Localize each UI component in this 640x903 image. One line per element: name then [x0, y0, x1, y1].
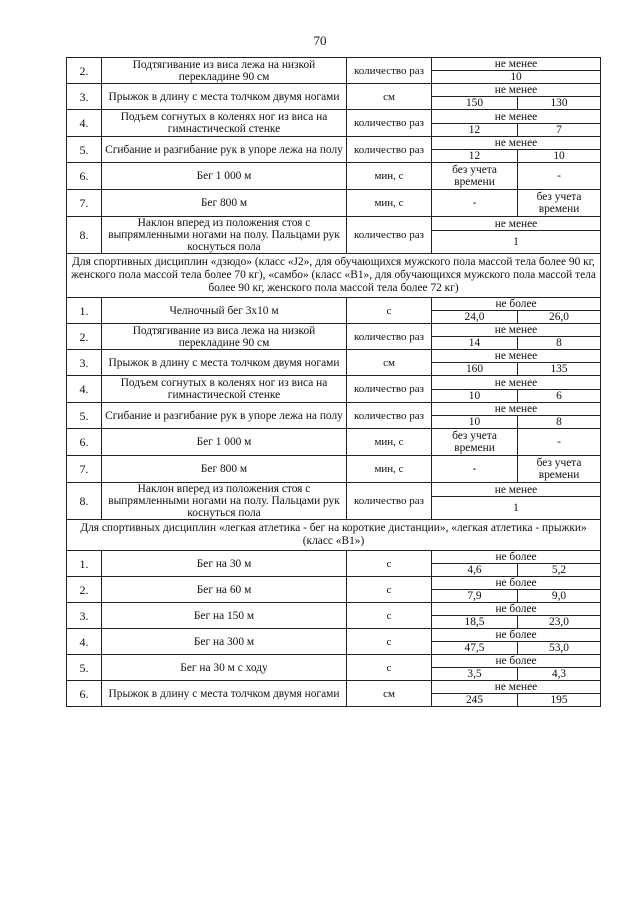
row-number: 7.: [67, 190, 102, 217]
norm-value-girls: 8: [518, 337, 601, 350]
exercise-name: Челночный бег 3x10 м: [102, 298, 347, 324]
exercise-name: Бег 800 м: [102, 190, 347, 217]
norm-value-girls: 135: [518, 363, 601, 376]
norm-value-girls: 53,0: [518, 642, 601, 655]
exercise-name: Сгибание и разгибание рук в упоре лежа на полу: [102, 403, 347, 429]
norm-value-girls: -: [518, 429, 601, 456]
norm-header: не более: [432, 551, 601, 564]
norm-value-girls: 8: [518, 416, 601, 429]
unit: количество раз: [347, 376, 432, 403]
exercise-name: Прыжок в длину с места толчком двумя ногами: [102, 681, 347, 707]
page-number: 70: [313, 33, 327, 48]
table-row: [67, 456, 601, 483]
norm-value-girls: 195: [518, 694, 601, 707]
norm-value-girls: без учета времени: [518, 456, 601, 483]
norm-header: не менее: [432, 483, 601, 497]
norm-value-boys: 47,5: [432, 642, 518, 655]
exercise-name: Наклон вперед из положения стоя с выпрямленными ногами на полу. Пальцами рук коснуться пола: [102, 483, 347, 520]
exercise-name: Прыжок в длину с места толчком двумя ногами: [102, 350, 347, 376]
table-row: [67, 629, 601, 642]
unit: см: [347, 681, 432, 707]
norm-value-girls: 7: [518, 124, 601, 137]
exercise-name: Бег на 60 м: [102, 577, 347, 603]
unit: см: [347, 84, 432, 110]
exercise-name: Сгибание и разгибание рук в упоре лежа на полу: [102, 137, 347, 163]
unit: количество раз: [347, 403, 432, 429]
table-row: [67, 324, 601, 337]
exercise-name: Бег 1 000 м: [102, 163, 347, 190]
table-row: [67, 429, 601, 456]
row-number: 8.: [67, 483, 102, 520]
unit: количество раз: [347, 483, 432, 520]
exercise-name: Прыжок в длину с места толчком двумя ногами: [102, 84, 347, 110]
unit: количество раз: [347, 58, 432, 84]
norms-table: [66, 57, 601, 707]
norm-value: 1: [432, 231, 601, 254]
norm-header: не менее: [432, 110, 601, 124]
unit: с: [347, 577, 432, 603]
norm-header: не более: [432, 298, 601, 311]
norm-value-boys: 160: [432, 363, 518, 376]
table-row: [67, 577, 601, 590]
norm-value-boys: 12: [432, 124, 518, 137]
row-number: 2.: [67, 324, 102, 350]
row-number: 2.: [67, 577, 102, 603]
section-header-row: [67, 520, 601, 551]
row-number: 5.: [67, 655, 102, 681]
norm-value-boys: 18,5: [432, 616, 518, 629]
exercise-name: Бег 1 000 м: [102, 429, 347, 456]
unit: мин, с: [347, 456, 432, 483]
unit: с: [347, 298, 432, 324]
norm-value: 1: [432, 497, 601, 520]
table-row: [67, 376, 601, 390]
table-row: [67, 551, 601, 564]
exercise-name: Подъем согнутых в коленях ног из виса на гимнастической стенке: [102, 110, 347, 137]
norm-header: не менее: [432, 58, 601, 71]
exercise-name: Бег на 30 м: [102, 551, 347, 577]
norm-value-girls: 10: [518, 150, 601, 163]
section-title: Для спортивных дисциплин «дзюдо» (класс «J2», для обучающихся мужского пола массой тела более 90 кг, женского пола массой тела более 70 кг), «самбо» (класс «В1», для обучающихся мужского пола массой тела более 90 кг, женского пола массой тела более 72 кг): [67, 254, 601, 298]
table-row: [67, 84, 601, 97]
unit: количество раз: [347, 110, 432, 137]
row-number: 3.: [67, 603, 102, 629]
norm-value-girls: 130: [518, 97, 601, 110]
exercise-name: Подтягивание из виса лежа на низкой перекладине 90 см: [102, 58, 347, 84]
exercise-name: Бег на 150 м: [102, 603, 347, 629]
table-row: [67, 403, 601, 416]
norm-header: не более: [432, 655, 601, 668]
row-number: 1.: [67, 298, 102, 324]
norm-value-boys: 10: [432, 416, 518, 429]
row-number: 6.: [67, 163, 102, 190]
section-title: Для спортивных дисциплин «легкая атлетика - бег на короткие дистанции», «легкая атлетика - прыжки» (класс «В1»): [67, 520, 601, 551]
norm-value-boys: 150: [432, 97, 518, 110]
norm-header: не более: [432, 577, 601, 590]
norm-header: не менее: [432, 350, 601, 363]
norm-header: не более: [432, 629, 601, 642]
unit: количество раз: [347, 137, 432, 163]
norm-value-boys: 10: [432, 390, 518, 403]
row-number: 3.: [67, 350, 102, 376]
exercise-name: Подъем согнутых в коленях ног из виса на гимнастической стенке: [102, 376, 347, 403]
exercise-name: Бег 800 м: [102, 456, 347, 483]
row-number: 2.: [67, 58, 102, 84]
table-row: [67, 655, 601, 668]
norm-value-girls: без учета времени: [518, 190, 601, 217]
row-number: 6.: [67, 429, 102, 456]
norm-value-boys: 12: [432, 150, 518, 163]
table-row: [67, 483, 601, 497]
unit: мин, с: [347, 163, 432, 190]
norm-value-girls: 9,0: [518, 590, 601, 603]
unit: количество раз: [347, 217, 432, 254]
unit: с: [347, 603, 432, 629]
unit: мин, с: [347, 190, 432, 217]
row-number: 4.: [67, 376, 102, 403]
unit: количество раз: [347, 324, 432, 350]
table-row: [67, 350, 601, 363]
norm-value-boys: без учета времени: [432, 163, 518, 190]
norm-value: 10: [432, 71, 601, 84]
norm-value-boys: 245: [432, 694, 518, 707]
table-row: [67, 298, 601, 311]
norm-value-boys: 24,0: [432, 311, 518, 324]
row-number: 3.: [67, 84, 102, 110]
norm-header: не менее: [432, 324, 601, 337]
norm-header: не более: [432, 603, 601, 616]
exercise-name: Бег на 30 м с ходу: [102, 655, 347, 681]
norm-value-boys: 4,6: [432, 564, 518, 577]
table-row: [67, 58, 601, 71]
unit: мин, с: [347, 429, 432, 456]
norm-value-girls: 5,2: [518, 564, 601, 577]
norm-value-boys: 7,9: [432, 590, 518, 603]
norm-value-boys: 3,5: [432, 668, 518, 681]
table-row: [67, 110, 601, 124]
table-row: [67, 163, 601, 190]
norm-value-boys: -: [432, 190, 518, 217]
unit: с: [347, 629, 432, 655]
exercise-name: Наклон вперед из положения стоя с выпрямленными ногами на полу. Пальцами рук коснуться пола: [102, 217, 347, 254]
norm-header: не менее: [432, 217, 601, 231]
section-header-row: [67, 254, 601, 298]
row-number: 6.: [67, 681, 102, 707]
norm-value-girls: 26,0: [518, 311, 601, 324]
table-row: [67, 190, 601, 217]
norm-value-boys: 14: [432, 337, 518, 350]
exercise-name: Бег на 300 м: [102, 629, 347, 655]
exercise-name: Подтягивание из виса лежа на низкой перекладине 90 см: [102, 324, 347, 350]
norm-header: не менее: [432, 84, 601, 97]
norm-header: не менее: [432, 137, 601, 150]
norm-value-boys: -: [432, 456, 518, 483]
unit: с: [347, 551, 432, 577]
table-row: [67, 603, 601, 616]
norm-header: не менее: [432, 681, 601, 694]
row-number: 8.: [67, 217, 102, 254]
norm-header: не менее: [432, 403, 601, 416]
row-number: 7.: [67, 456, 102, 483]
row-number: 4.: [67, 629, 102, 655]
table-row: [67, 137, 601, 150]
unit: см: [347, 350, 432, 376]
row-number: 5.: [67, 137, 102, 163]
norm-header: не менее: [432, 376, 601, 390]
table-row: [67, 681, 601, 694]
norm-value-boys: без учета времени: [432, 429, 518, 456]
row-number: 5.: [67, 403, 102, 429]
norm-value-girls: 23,0: [518, 616, 601, 629]
norm-value-girls: -: [518, 163, 601, 190]
unit: с: [347, 655, 432, 681]
row-number: 1.: [67, 551, 102, 577]
norm-value-girls: 6: [518, 390, 601, 403]
row-number: 4.: [67, 110, 102, 137]
table-row: [67, 217, 601, 231]
norm-value-girls: 4,3: [518, 668, 601, 681]
